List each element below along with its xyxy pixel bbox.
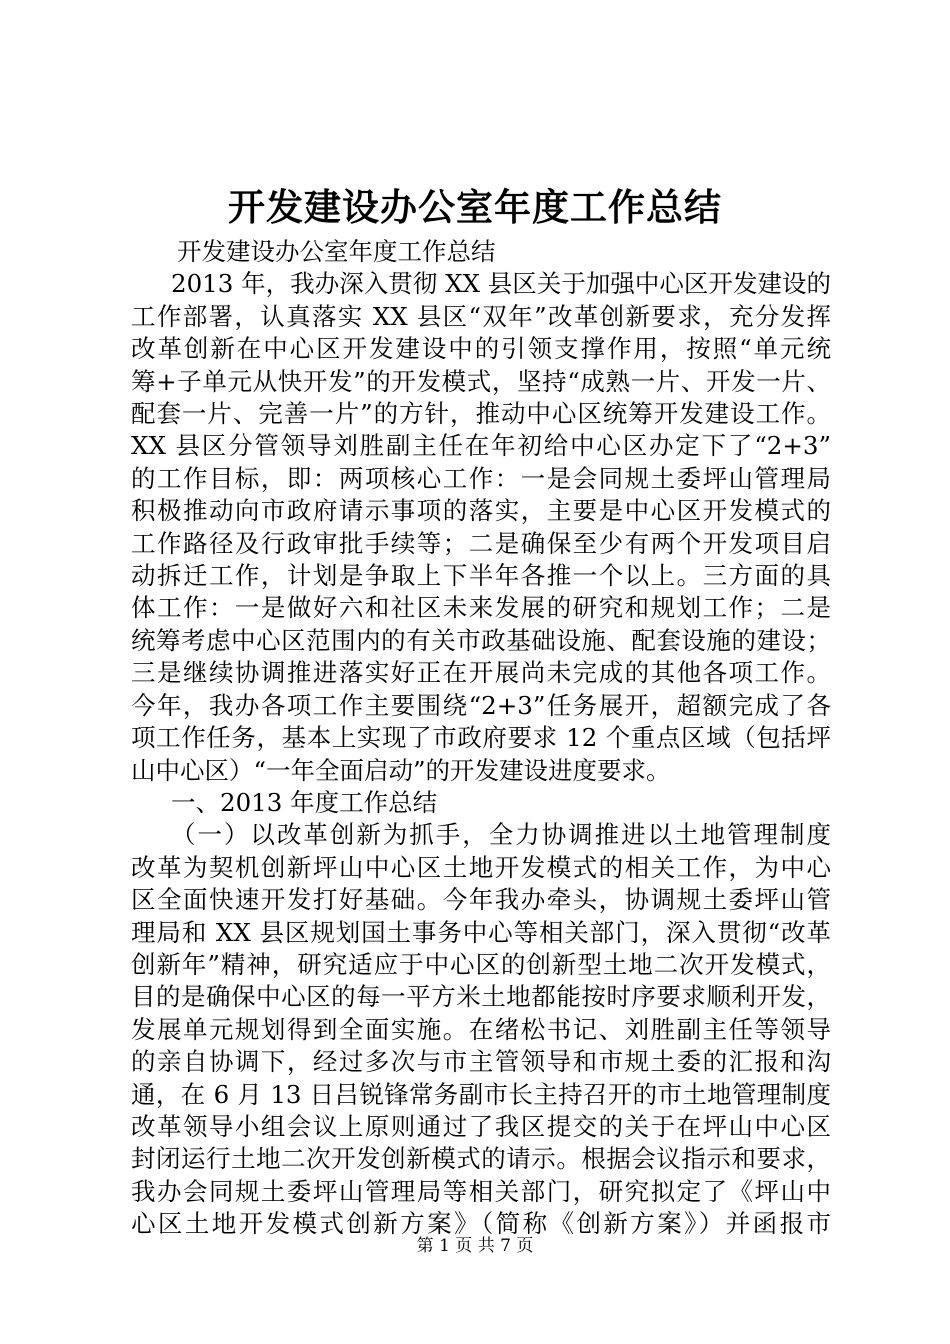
paragraph-line: 目的是确保中心区的每一平方米土地都能按时序要求顺利开发， bbox=[131, 982, 831, 1012]
section-paragraph bbox=[131, 819, 831, 1240]
paragraph-line: 动拆迁工作，计划是争取上下半年各推一个以上。三方面的具 bbox=[131, 561, 831, 591]
paragraph-line: 区全面快速开发打好基础。今年我办牵头，协调规土委坪山管 bbox=[131, 885, 831, 915]
paragraph-line: （一）以改革创新为抓手，全力协调推进以土地管理制度 bbox=[171, 820, 831, 850]
paragraph-line: XX 县区分管领导刘胜副主任在年初给中心区办定下了“2+3” bbox=[131, 431, 831, 461]
paragraph-line: 理局和 XX 县区规划国土事务中心等相关部门，深入贯彻“改革 bbox=[131, 917, 831, 947]
paragraph-line: 改革创新在中心区开发建设中的引领支撑作用，按照“单元统 bbox=[131, 334, 831, 364]
paragraph-line: 的工作目标，即：两项核心工作：一是会同规土委坪山管理局 bbox=[131, 463, 831, 493]
paragraph-line: 通，在 6 月 13 日吕锐锋常务副市长主持召开的市土地管理制度 bbox=[131, 1079, 831, 1109]
paragraph-line: 改革为契机创新坪山中心区土地开发模式的相关工作，为中心 bbox=[131, 852, 831, 882]
paragraph-line: 发展单元规划得到全面实施。在绪松书记、刘胜副主任等领导 bbox=[131, 1014, 831, 1044]
paragraph-line: 的亲自协调下，经过多次与市主管领导和市规土委的汇报和沟 bbox=[131, 1047, 831, 1077]
paragraph-line: 山中心区）“一年全面启动”的开发建设进度要求。 bbox=[131, 755, 671, 785]
page-title: 开发建设办公室年度工作总结 bbox=[228, 186, 722, 229]
page-footer: 第 1 页 共 7 页 bbox=[416, 1236, 534, 1256]
paragraph-line: 2013 年，我办深入贯彻 XX 县区关于加强中心区开发建设的 bbox=[171, 269, 831, 299]
document-subtitle: 开发建设办公室年度工作总结 bbox=[177, 237, 496, 266]
paragraph-line: 今年，我办各项工作主要围绕“2+3”任务展开，超额完成了各 bbox=[131, 690, 831, 720]
paragraph-line: 体工作：一是做好六和社区未来发展的研究和规划工作；二是 bbox=[131, 593, 831, 623]
document-body bbox=[131, 236, 831, 1241]
paragraph-line: 三是继续协调推进落实好正在开展尚未完成的其他各项工作。 bbox=[131, 658, 831, 688]
paragraph-line: 封闭运行土地二次开发创新模式的请示。根据会议指示和要求， bbox=[131, 1144, 831, 1174]
paragraph-line: 工作路径及行政审批手续等；二是确保至少有两个开发项目启 bbox=[131, 528, 831, 558]
paragraph-line: 积极推动向市政府请示事项的落实，主要是中心区开发模式的 bbox=[131, 496, 831, 526]
section-heading: 一、2013 年度工作总结 bbox=[171, 787, 438, 817]
paragraph-line: 我办会同规土委坪山管理局等相关部门，研究拟定了《坪山中 bbox=[131, 1176, 831, 1206]
paragraph-line: 项工作任务，基本上实现了市政府要求 12 个重点区域（包括坪 bbox=[131, 723, 831, 753]
paragraph-line: 筹+子单元从快开发”的开发模式，坚持“成熟一片、开发一片、 bbox=[131, 366, 831, 396]
paragraph-line: 创新年”精神，研究适应于中心区的创新型土地二次开发模式， bbox=[131, 949, 831, 979]
paragraph-line: 工作部署，认真落实 XX 县区“双年”改革创新要求，充分发挥 bbox=[131, 301, 831, 331]
paragraph-line: 配套一片、完善一片”的方针，推动中心区统筹开发建设工作。 bbox=[131, 399, 831, 429]
intro-paragraph bbox=[131, 268, 831, 787]
paragraph-line: 心区土地开发模式创新方案》（简称《创新方案》）并函报市 bbox=[131, 1209, 831, 1239]
paragraph-line: 统筹考虑中心区范围内的有关市政基础设施、配套设施的建设； bbox=[131, 625, 831, 655]
paragraph-line: 改革领导小组会议上原则通过了我区提交的关于在坪山中心区 bbox=[131, 1111, 831, 1141]
